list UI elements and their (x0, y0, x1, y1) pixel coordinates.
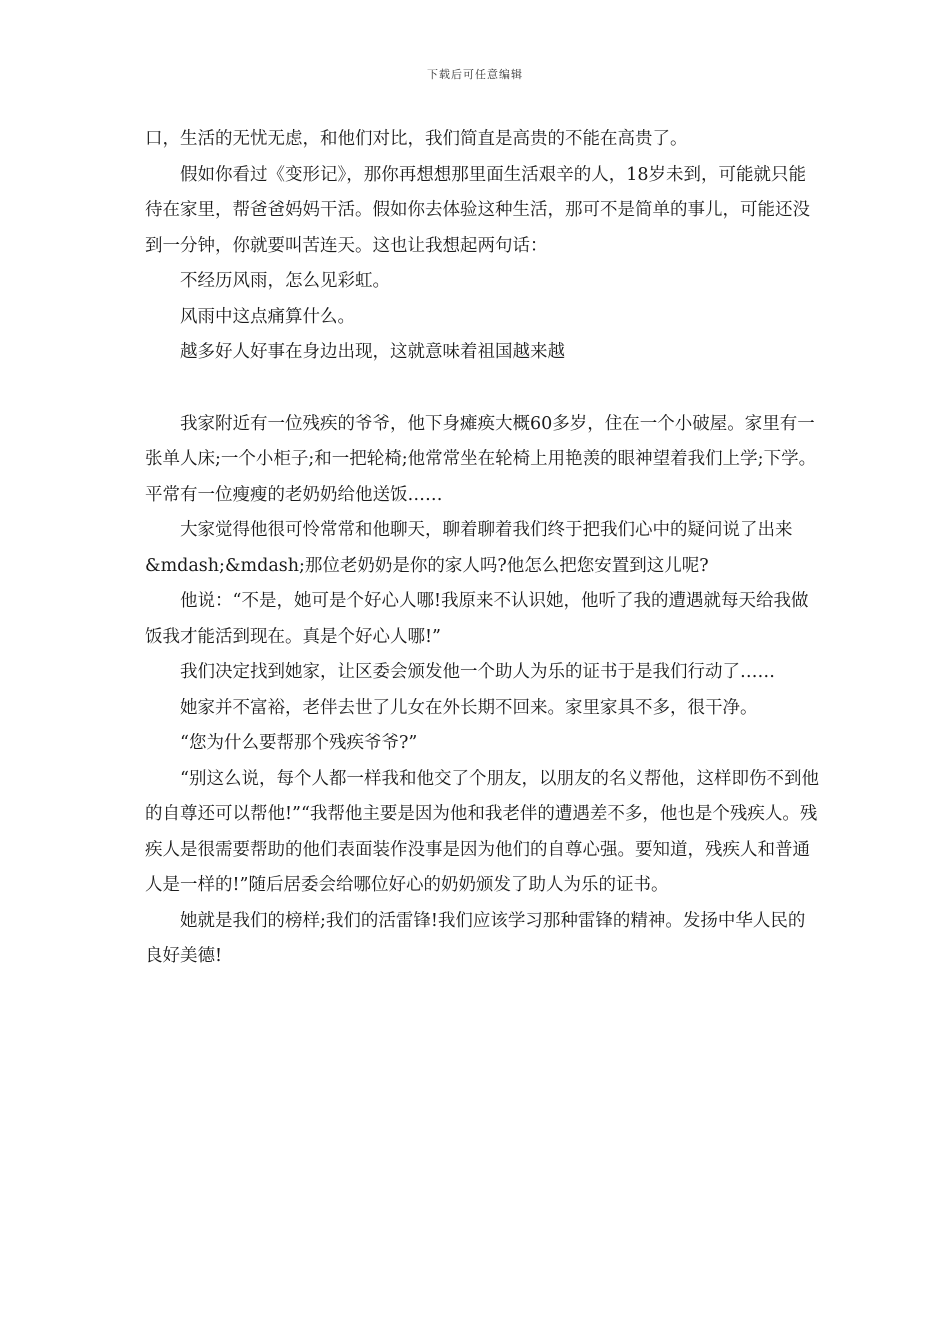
paragraph-2: 假如你看过《变形记》，那你再想想那里面生活艰辛的人，18岁未到，可能就只能待在家里，帮爸爸妈妈干活。假如你去体验这种生活，那可不是简单的事儿，可能还没到一分钟，你就要叫苦连天。这也让我想起两句话： (145, 164, 810, 256)
paragraph-6: 我家附近有一位残疾的爷爷，他下身瘫痪大概60多岁，住在一个小破屋。家里有一张单人床;一个小柜子;和一把轮椅;他常常坐在轮椅上用艳羡的眼神望着我们上学;下学。平常有一位瘦瘦的老奶奶给他送饭…… (145, 413, 817, 505)
paragraph-7: 大家觉得他很可怜常常和他聊天，聊着聊着我们终于把我们心中的疑问说了出来&mdash;&mdash;那位老奶奶是你的家人吗?他怎么把您安置到这儿呢? (145, 520, 793, 576)
paragraph-13: 她就是我们的榜样;我们的活雷锋!我们应该学习那种雷锋的精神。发扬中华人民的良好美德! (145, 910, 806, 966)
paragraph-1: 口，生活的无忧无虑，和他们对比，我们简直是高贵的不能在高贵了。 (145, 129, 688, 149)
paragraph-gap (145, 371, 820, 407)
paragraph-9: 我们决定找到她家，让区委会颁发他一个助人为乐的证书于是我们行动了…… (180, 662, 775, 682)
paragraph-4: 风雨中这点痛算什么。 (180, 306, 355, 327)
paragraph-12: “别这么说，每个人都一样我和他交了个朋友，以朋友的名义帮他，这样即伤不到他的自尊还可以帮他!”“我帮他主要是因为他和我老伴的遭遇差不多，他也是个残疾人。残疾人是很需要帮助的他们表面装作没事是因为他们的自尊心强。要知道，残疾人和普通人是一样的!”随后居委会给哪位好心的奶奶颁发了助人为乐的证书。 (145, 768, 819, 895)
paragraph-11: “您为什么要帮那个残疾爷爷?” (180, 733, 418, 753)
page-header: 下载后可任意编辑 (427, 68, 523, 81)
paragraph-3: 不经历风雨，怎么见彩虹。 (180, 271, 390, 291)
paragraph-5: 越多好人好事在身边出现，这就意味着祖国越来越 (180, 342, 565, 362)
paragraph-10: 她家并不富裕，老伴去世了儿女在外长期不回来。家里家具不多，很干净。 (180, 697, 758, 718)
document-body (145, 122, 820, 975)
paragraph-8: 他说：“不是，她可是个好心人哪!我原来不认识她，他听了我的遭遇就每天给我做饭我才能活到现在。真是个好心人哪!” (145, 591, 809, 647)
